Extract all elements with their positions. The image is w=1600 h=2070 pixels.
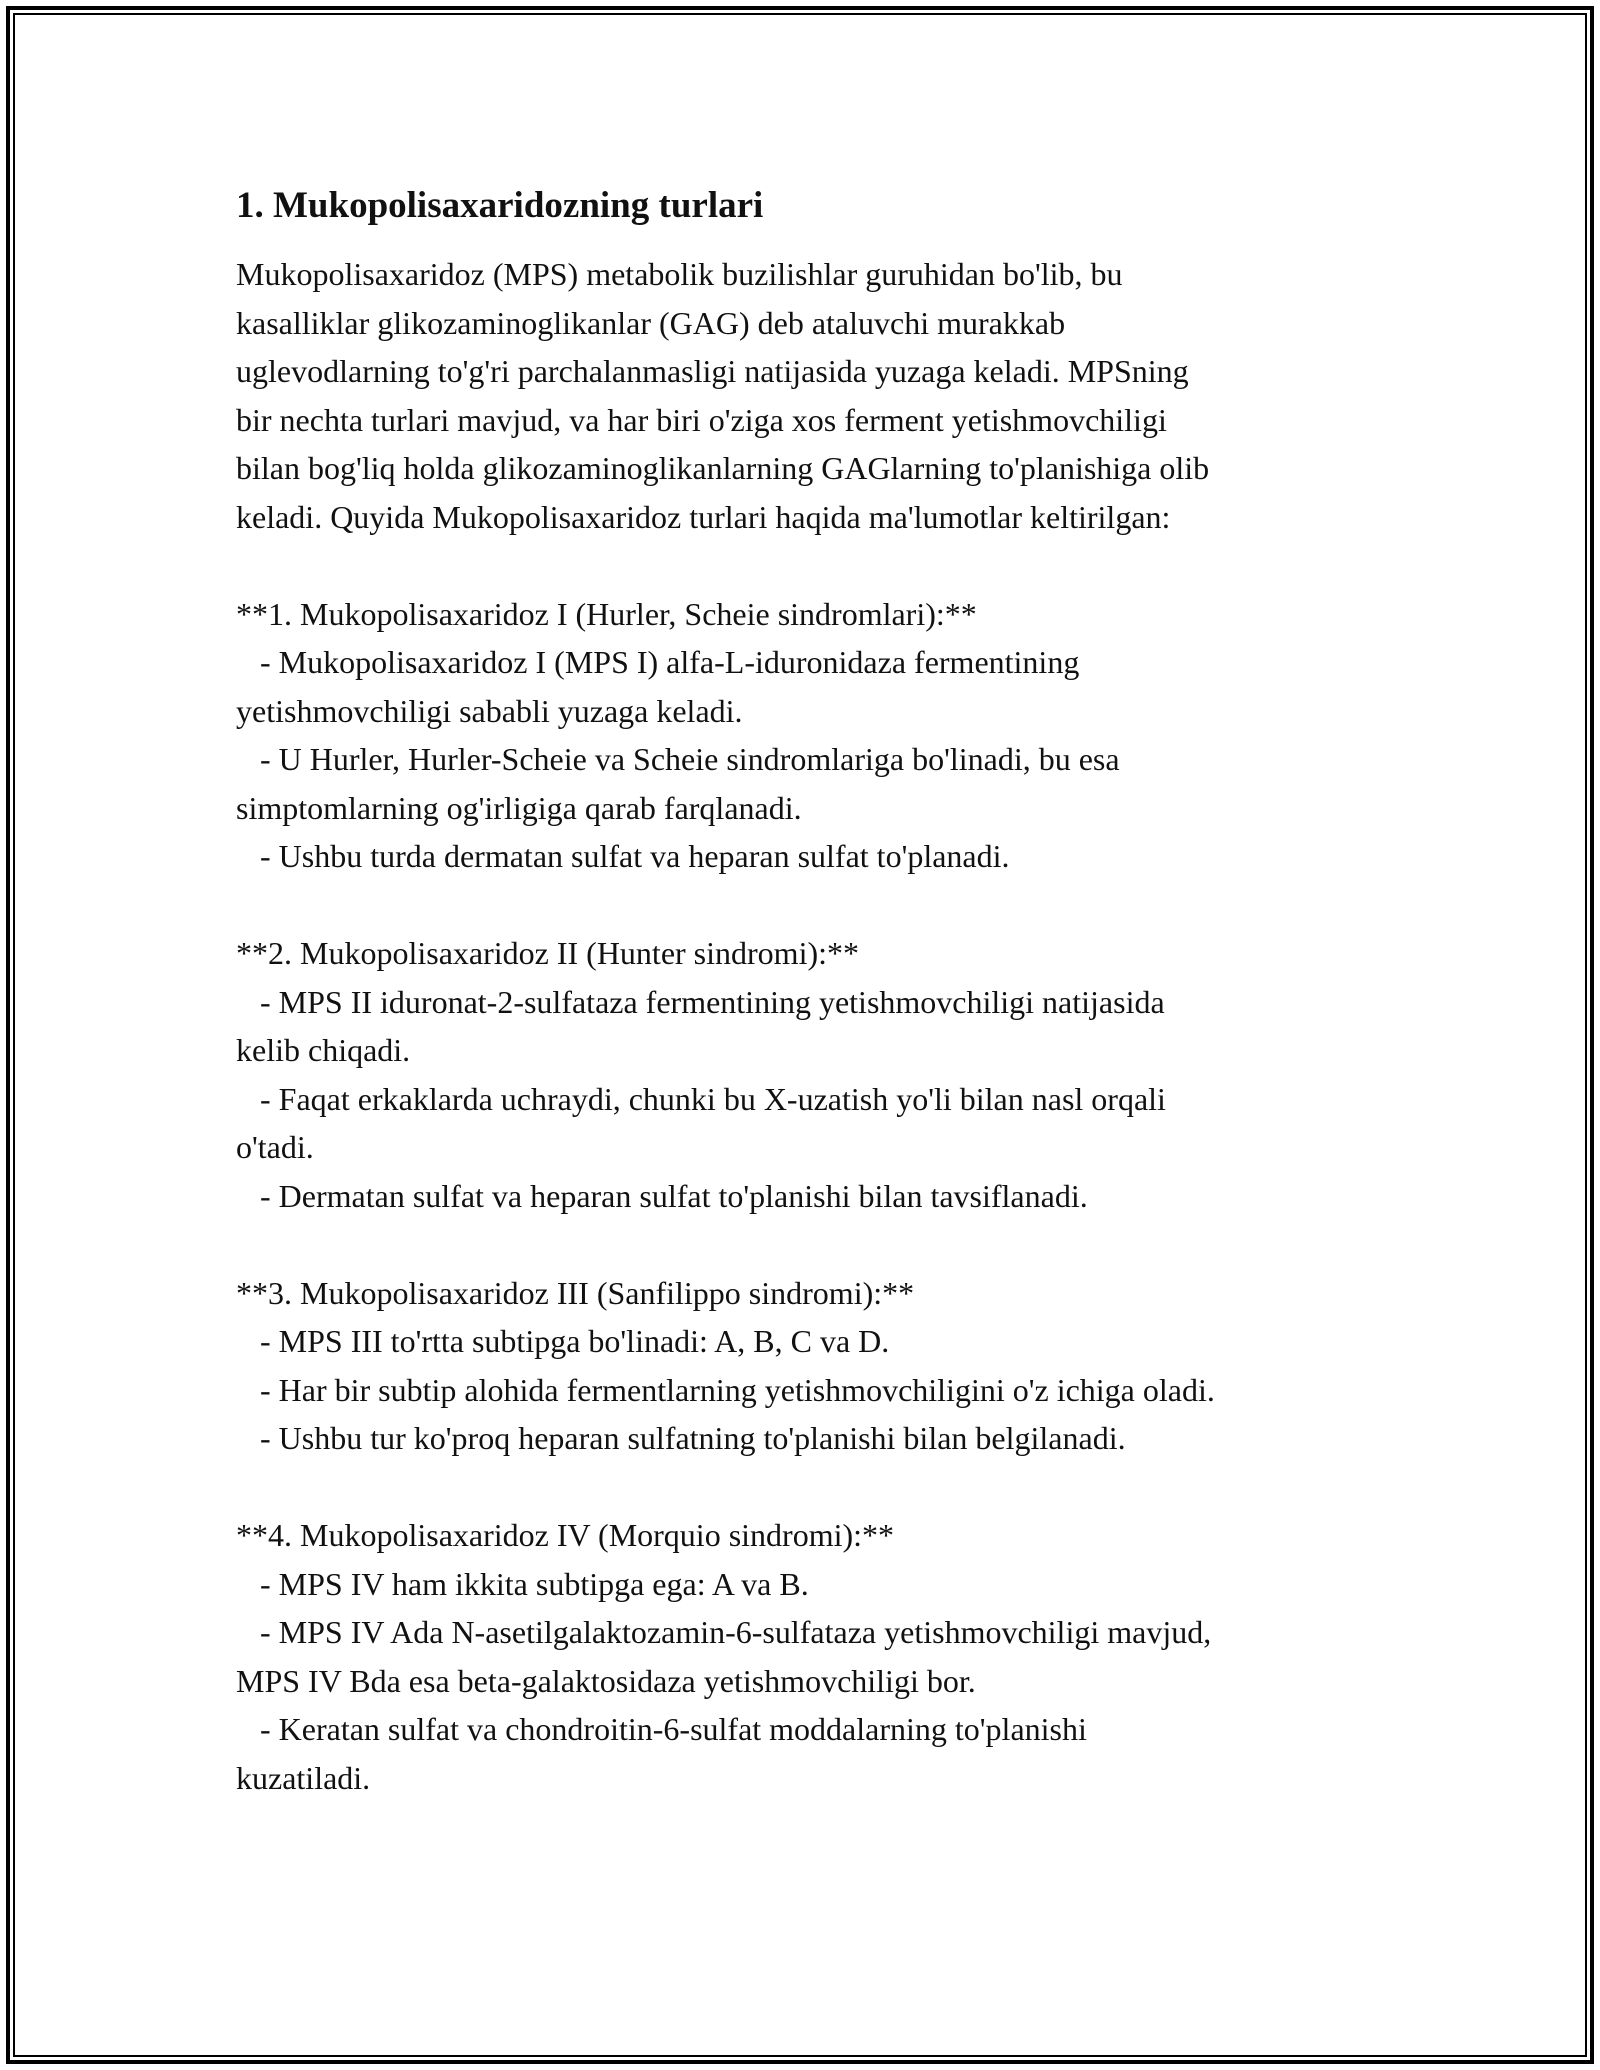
section-line: - Mukopolisaxaridoz I (MPS I) alfa-L-iduronidaza fermentining [236, 644, 1080, 680]
intro-line: bilan bog'liq holda glikozaminoglikanlarning GAGlarning to'planishiga olib [236, 450, 1210, 486]
section-line: - U Hurler, Hurler-Scheie va Scheie sindromlariga bo'linadi, bu esa [236, 741, 1120, 777]
section-line: - MPS II iduronat-2-sulfataza fermentining yetishmovchiligi natijasida [236, 983, 1165, 1020]
intro-line: kasalliklar glikozaminoglikanlar (GAG) deb ataluvchi murakkab [236, 304, 1066, 341]
section-line: - Dermatan sulfat va heparan sulfat to'planishi bilan tavsiflanadi. [236, 1177, 1088, 1214]
section-line: - MPS IV Ada N-asetilgalaktozamin-6-sulfataza yetishmovchiligi mavjud, [236, 1614, 1212, 1650]
section-line: - Ushbu turda dermatan sulfat va heparan sulfat to'planadi. [236, 838, 1010, 874]
paragraph-gap [236, 1463, 1386, 1512]
section-line: kuzatiladi. [236, 1759, 371, 1796]
section-line: kelib chiqadi. [236, 1032, 411, 1068]
intro-line: keladi. Quyida Mukopolisaxaridoz turlari haqida ma'lumotlar keltirilgan: [236, 498, 1171, 535]
paragraph-gap [236, 1220, 1386, 1269]
intro-line: bir nechta turlari mavjud, va har biri o'ziga xos ferment yetishmovchiligi [236, 401, 1167, 438]
section-line: - Faqat erkaklarda uchraydi, chunki bu X-uzatish yo'li bilan nasl orqali [236, 1080, 1166, 1117]
intro-line: Mukopolisaxaridoz (MPS) metabolik buzilishlar guruhidan bo'lib, bu [236, 256, 1123, 292]
paragraph-gap [236, 541, 1386, 590]
section-title: **4. Mukopolisaxaridoz IV (Morquio sindromi):** [236, 1517, 895, 1553]
section-line: - MPS III to'rtta subtipga bo'linadi: A, B, C va D. [236, 1323, 890, 1359]
section-line: yetishmovchiligi sababli yuzaga keladi. [236, 692, 743, 729]
section-title: **3. Mukopolisaxaridoz III (Sanfilippo sindromi):** [236, 1274, 915, 1311]
document-body [236, 182, 1386, 1802]
section-title: **2. Mukopolisaxaridoz II (Hunter sindromi):** [236, 935, 859, 971]
section-line: simptomlarning og'irligiga qarab farqlanadi. [236, 789, 802, 826]
section-line: - Ushbu tur ko'proq heparan sulfatning to'planishi bilan belgilanadi. [236, 1420, 1126, 1456]
section-line: - Har bir subtip alohida fermentlarning yetishmovchiligini o'z ichiga oladi. [236, 1371, 1215, 1408]
section-mps-3 [236, 1269, 1386, 1463]
section-line: o'tadi. [236, 1129, 314, 1165]
document-heading: 1. Mukopolisaxaridozning turlari [236, 185, 764, 226]
section-mps-1 [236, 590, 1386, 881]
section-mps-4 [236, 1511, 1386, 1802]
intro-line: uglevodlarning to'g'ri parchalanmasligi natijasida yuzaga keladi. MPSning [236, 353, 1189, 389]
section-mps-2 [236, 929, 1386, 1220]
section-title: **1. Mukopolisaxaridoz I (Hurler, Scheie sindromlari):** [236, 595, 977, 632]
intro-paragraph [236, 250, 1386, 541]
section-line: - Keratan sulfat va chondroitin-6-sulfat moddalarning to'planishi [236, 1711, 1087, 1747]
section-line: - MPS IV ham ikkita subtipga ega: A va B. [236, 1565, 809, 1602]
section-line: MPS IV Bda esa beta-galaktosidaza yetishmovchiligi bor. [236, 1662, 976, 1699]
paragraph-gap [236, 881, 1386, 930]
